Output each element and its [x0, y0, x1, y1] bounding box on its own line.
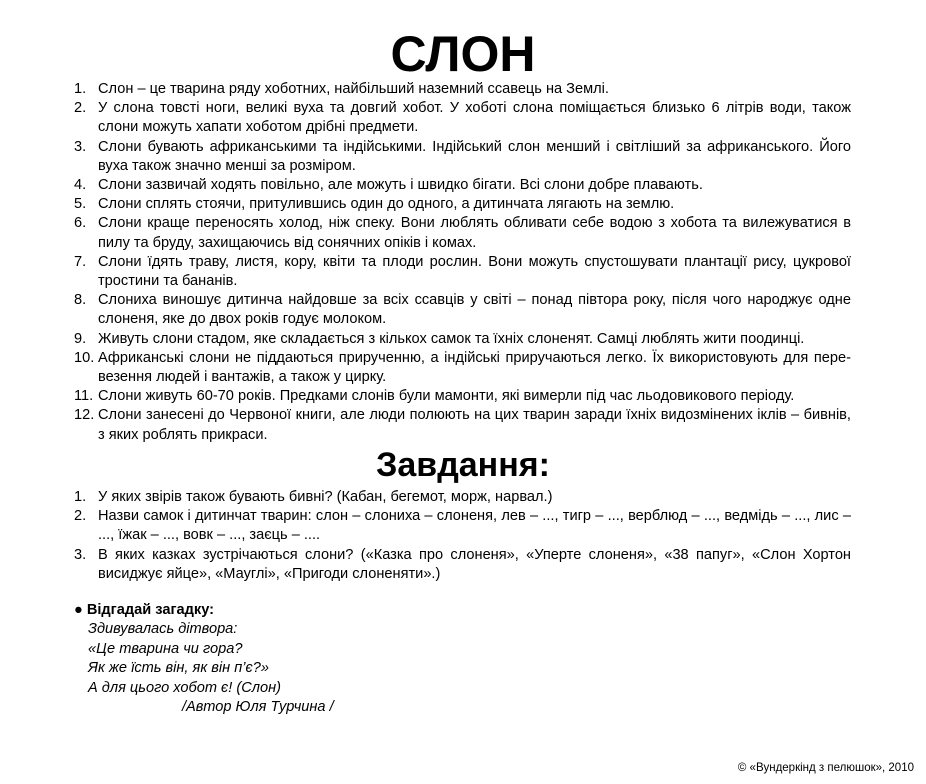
riddle-author: /Автор Юля Турчина /	[182, 699, 334, 716]
list-item	[74, 253, 851, 291]
list-item	[74, 488, 851, 507]
list-item	[74, 546, 851, 584]
copyright-footer: © «Вундеркінд з пелюшок», 2010	[737, 762, 914, 774]
item-number: 3.	[74, 546, 87, 563]
item-number: 2.	[74, 100, 87, 117]
item-number: 10.	[74, 349, 95, 366]
item-text: У яких звірів також бувають бивні? (Кабан, бегемот, морж, нарвал.)	[98, 489, 553, 505]
facts-list	[74, 80, 851, 445]
riddle-line: А для цього хобот є! (Слон)	[88, 679, 282, 696]
item-text: Слониха виношує дитинча найдовше за всіх ссавців у світі – понад півтора року, після чого народжує одне слоненя, яке до двох років годує молоком.	[98, 292, 851, 328]
item-text: Слони живуть 60-70 років. Предками слонів були мамонти, які вимерли під час льодовикового періоду.	[98, 388, 795, 405]
item-text: Назви самок і дитинчат тварин: слон – слониха – слоненя, лев – ..., тигр – ..., верблюд – ..., ведмідь – ..., лис – ..., їжак – ..., вовк – ..., заєць – ....	[98, 508, 851, 544]
list-item	[74, 176, 851, 195]
list-item	[74, 507, 851, 545]
item-text: Слон – це тварина ряду хоботних, найбільший наземний ссавець на Землі.	[98, 81, 609, 97]
item-number: 11.	[74, 388, 94, 405]
riddle-heading	[74, 601, 474, 620]
list-item	[74, 349, 851, 387]
item-text: Африканські слони не піддаються прирученню, а індійські приручаються легко. Їх використовують для перевезення людей і вантажів, а також у цирку.	[98, 349, 851, 386]
item-number: 1.	[74, 489, 87, 505]
item-number: 8.	[74, 292, 87, 309]
list-item	[74, 387, 851, 406]
tasks-title: Завдання:	[376, 446, 550, 484]
item-number: 7.	[74, 253, 87, 270]
list-item	[74, 80, 851, 99]
item-number: 4.	[74, 177, 87, 194]
item-number: 2.	[74, 508, 87, 525]
list-item	[74, 195, 851, 214]
item-text: Слони їдять траву, листя, кору, квіти та плоди рослин. Вони можуть спустошувати плантації рису, цукрової тростини та бананів.	[98, 253, 851, 290]
list-item	[74, 214, 851, 252]
item-text: Слони занесені до Червоної книги, але люди полюють на цих тварин заради їхніх видозмінених іклів – бивнів, з яких роблять прикраси.	[98, 407, 851, 443]
tasks-list	[74, 488, 851, 584]
riddle-line: Здивувалась дітвора:	[88, 621, 238, 638]
item-number: 12.	[74, 407, 95, 424]
bullet-icon: ●	[74, 602, 83, 618]
item-text: Живуть слони стадом, яке складається з кількох самок та їхніх слоненят. Самці люблять жити поодинці.	[98, 330, 805, 347]
riddle-block	[74, 601, 474, 717]
riddle-heading-text: Відгадай загадку:	[86, 602, 215, 618]
list-item	[74, 406, 851, 444]
item-number: 5.	[74, 196, 87, 213]
list-item	[74, 330, 851, 349]
item-text: У слона товсті ноги, великі вуха та довгий хобот. У хоботі слона поміщається близько 6 літрів води, також слони можуть хапати хоботом дрібні предмети.	[98, 100, 851, 136]
item-number: 9.	[74, 330, 87, 347]
item-number: 1.	[74, 81, 87, 97]
list-item	[74, 99, 851, 137]
item-text: Слони сплять стоячи, притулившись один до одного, а дитинчата лягають на землю.	[98, 196, 675, 213]
item-text: В яких казках зустрічаються слони? («Казка про слоненя», «Уперте слоненя», «38 папуг», «Слон Хортон висиджує яйце», «Мауглі», «Пригоди слоненяти».)	[98, 546, 851, 582]
item-number: 6.	[74, 215, 87, 232]
item-text: Слони зазвичай ходять повільно, але можуть і швидко бігати. Всі слони добре плавають.	[98, 177, 703, 194]
riddle-line: Як же їсть він, як він п’є?»	[88, 660, 269, 677]
page-title: СЛОН	[390, 26, 536, 82]
item-number: 3.	[74, 138, 87, 155]
list-item	[74, 291, 851, 329]
list-item	[74, 138, 851, 176]
item-text: Слони краще переносять холод, ніж спеку. Вони люблять обливати себе водою з хобота та вилежуватися в пилу та бруду, захищаючись від сонячних опіків і комах.	[98, 215, 851, 251]
item-text: Слони бувають африканськими та індійськими. Індійський слон менший і світліший за африканського. Його вуха також значно менші за розміром.	[98, 138, 851, 174]
riddle-line: «Це тварина чи гора?	[88, 640, 243, 657]
